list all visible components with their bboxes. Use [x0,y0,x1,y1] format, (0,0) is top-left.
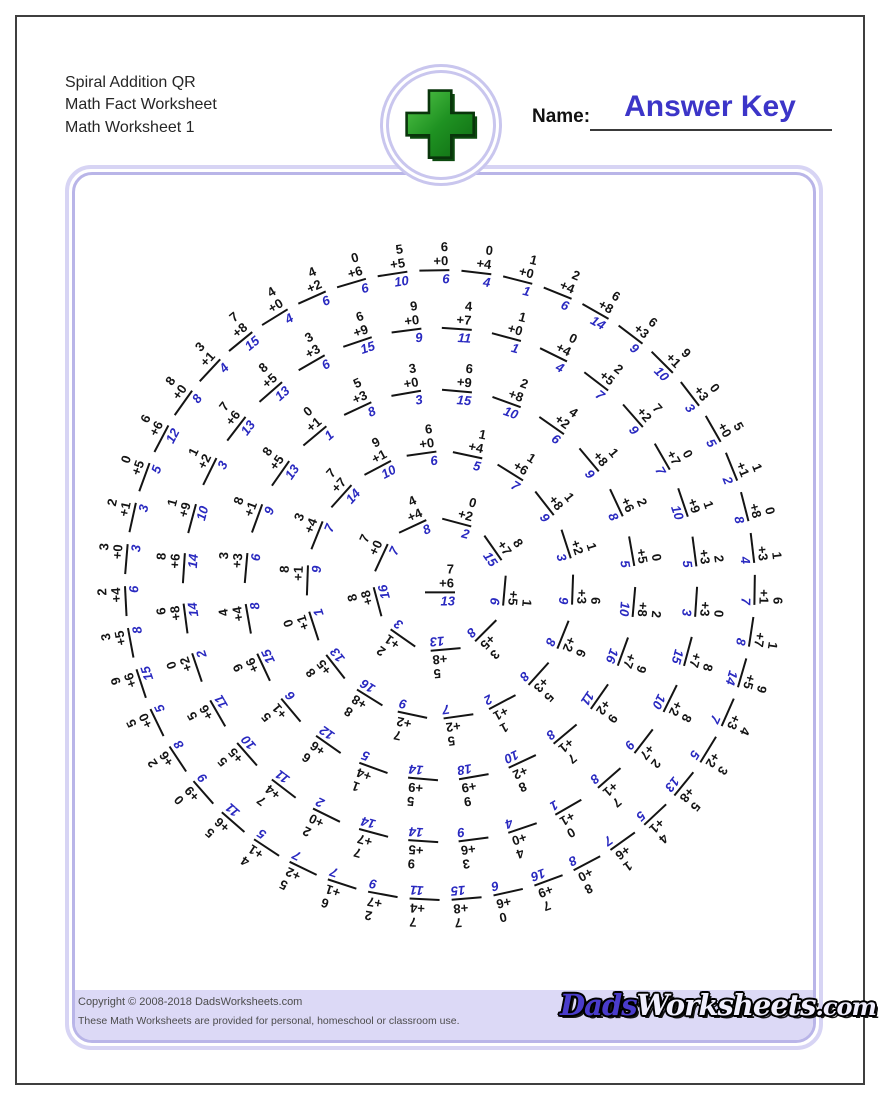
answer-value: 15 [257,647,278,667]
answer-value: 8 [733,637,750,647]
addition-problem: 7 +9 16 [529,861,573,914]
answer-value: 5 [147,463,165,476]
answer-value: 14 [588,312,609,333]
answer-value: 4 [553,358,567,376]
answer-value: 2 [460,525,472,542]
answer-value: 12 [162,425,183,446]
answer-value: 16 [374,583,393,602]
answer-value: 7 [652,463,670,478]
answer-value: 7 [601,833,617,850]
answer-value: 8 [731,514,748,526]
answer-value: 9 [456,825,466,841]
answer-value: 13 [662,774,684,796]
answer-value: 11 [222,800,243,821]
addition-problem: 7 +0 7 [348,531,402,577]
addition-problem: 4 +2 6 [531,392,582,446]
addition-problem: 9 +6 15 [108,665,160,708]
addition-problem: 5 +0 5 [123,702,177,749]
addition-problem: 1 +8 9 [568,429,622,481]
answer-value: 6 [442,270,450,286]
addition-problem: 1 +1 2 [482,682,530,736]
addition-problem: 5 +6 11 [184,693,238,742]
answer-value: 14 [723,669,742,688]
worksheet-subtitle: Math Fact Worksheet [65,96,217,114]
addition-problem: 3 +4 7 [284,510,337,555]
answer-value: 8 [543,727,559,744]
addition-problem: 1 +3 4 [735,530,784,565]
addition-problem: 5 +2 7 [441,699,477,748]
addition-problem: 2 +7 9 [622,720,676,771]
license-text: These Math Worksheets are provided for personal, homeschool or classroom use. [78,1015,460,1027]
addition-problem: 2 +6 8 [145,738,199,788]
answer-value: 8 [188,390,205,406]
name-underline [590,129,832,131]
addition-problem: 2 +8 10 [617,586,665,620]
answer-value: 5 [703,435,721,450]
addition-problem: 8 +1 9 [277,564,323,596]
addition-problem: 0 +2 2 [438,490,479,542]
answer-key-text: Answer Key [624,90,796,123]
copyright-text: Copyright © 2008-2018 DadsWorksheets.com [78,996,303,1008]
addition-problem: 8 +5 13 [247,444,301,495]
answer-value: 1 [521,282,533,299]
logo-part-worksheets: Worksheets [636,988,816,1022]
addition-problem: 7 +7 14 [309,465,363,518]
answer-value: 11 [210,692,231,712]
addition-problem: 0 +7 7 [642,429,696,478]
addition-problem: 5 +5 10 [215,733,269,785]
answer-value: 7 [385,544,402,558]
answer-value: 11 [272,767,293,788]
addition-problem: 8 +0 8 [566,843,614,897]
addition-problem: 5 +3 8 [331,375,377,429]
addition-problem: 3 +6 9 [457,822,493,871]
addition-problem: 3 +2 5 [687,729,741,778]
addition-problem: 9 +9 18 [456,759,493,809]
worksheet-header [65,72,217,139]
answer-value: 10 [651,363,673,384]
answer-value: 6 [247,553,263,562]
addition-problem: 9 +5 14 [406,825,439,872]
addition-problem: 1 +5 6 [488,574,536,608]
answer-value: 7 [441,702,451,718]
answer-value: 8 [542,636,560,649]
addition-problem: 5 +0 5 [692,401,746,450]
answer-value: 8 [587,771,604,788]
addition-problem: 0 +1 1 [281,607,333,650]
addition-problem: 4 +0 4 [503,809,546,862]
answer-value: 3 [682,400,699,416]
addition-problem: 6 +0 6 [403,422,439,471]
answer-value: 13 [281,461,302,482]
answer-value: 10 [393,272,410,290]
addition-problem: 4 +1 5 [238,827,288,881]
answer-value: 9 [626,421,643,438]
addition-problem: 5 +3 8 [517,652,571,705]
answer-value: 8 [516,669,533,685]
answer-value: 1 [547,797,562,815]
addition-problem: 4 +1 5 [634,793,687,847]
addition-problem: 1 +6 7 [602,820,653,874]
addition-problem: 9 +1 10 [641,330,694,383]
answer-value: 3 [679,608,696,617]
logo-part-dads: Dads [560,988,637,1022]
addition-problem: 0 +1 1 [548,787,597,841]
addition-problem: 1 +0 1 [488,304,529,356]
addition-problem: 3 +5 8 [464,609,517,662]
answer-value: 6 [429,452,439,468]
answer-value: 2 [481,692,496,709]
addition-problem: 2 +1 3 [373,617,424,671]
answer-value: 5 [687,748,704,763]
addition-problem: 5 +5 10 [373,242,409,291]
answer-value: 5 [680,559,696,569]
addition-problem: 6 +9 15 [334,309,377,362]
addition-problem: 7 +6 13 [203,399,257,450]
addition-problem: 4 +4 8 [386,493,432,547]
answer-value: 11 [578,688,599,709]
answer-value: 8 [246,601,263,612]
addition-problem: 4 +4 8 [216,601,266,638]
logo-part-com: .com [815,992,876,1021]
answer-value: 16 [529,865,548,886]
addition-problem: 2 +6 8 [596,476,650,522]
addition-problem: 1 +4 5 [349,748,393,801]
addition-problem: 2 +8 10 [487,369,531,422]
addition-problem: 8 +5 13 [240,360,292,414]
answer-value: 4 [281,309,296,327]
addition-problem: 0 +4 4 [460,241,495,289]
answer-value: 13 [440,592,455,608]
answer-value: 10 [378,461,399,482]
addition-problem: 0 +3 3 [680,586,727,619]
answer-value: 6 [125,585,141,594]
answer-value: 4 [215,359,232,376]
answer-value: 13 [429,633,446,651]
answer-value: 10 [501,402,521,422]
answer-value: 15 [136,664,156,683]
addition-problem: 9 +6 15 [230,647,284,693]
addition-problem: 5 +6 11 [202,801,254,855]
addition-problem: 6 +1 7 [319,865,362,917]
answer-value: 9 [414,329,424,345]
addition-problem: 5 +1 6 [258,689,312,741]
answer-value: 14 [184,553,201,569]
answer-value: 11 [409,883,424,899]
addition-problem: 3 +1 4 [178,339,232,392]
answer-value: 6 [319,291,333,309]
addition-problem: 6 +6 12 [299,723,350,777]
answer-value: 6 [559,296,572,314]
answer-value: 9 [260,504,277,517]
addition-problem: 9 +2 11 [578,676,632,727]
addition-problem: 2 +0 2 [300,795,347,849]
addition-problem: 2 +4 6 [538,260,583,313]
answer-value: 9 [556,596,572,605]
answer-value: 14 [359,814,378,833]
answer-value: 2 [720,474,737,487]
addition-problem: 8 +0 8 [150,373,204,424]
addition-problem: 4 +2 6 [286,264,332,318]
answer-value: 8 [464,625,480,641]
addition-problem: 1 +2 3 [176,445,230,492]
answer-value: 3 [413,391,424,408]
addition-problem: 2 +3 5 [677,533,726,569]
answer-value: 9 [308,565,324,574]
addition-problem: 8 +2 10 [650,678,704,725]
answer-value: 9 [193,770,210,787]
addition-problem: 7 +2 9 [392,697,431,748]
answer-value: 6 [490,878,501,895]
answer-value: 5 [150,702,168,716]
answer-value: 3 [213,458,231,472]
answer-value: 6 [318,355,333,373]
worksheet-number: Math Worksheet 1 [65,118,195,136]
answer-value: 3 [390,616,406,634]
answer-value: 9 [582,466,599,482]
addition-problem: 8 +8 16 [341,677,390,731]
answer-value: 1 [509,339,521,356]
answer-value: 10 [668,503,688,522]
addition-problem: 6 +3 9 [557,574,603,606]
addition-problem: 8 +2 10 [502,741,548,795]
answer-value: 13 [237,417,258,438]
addition-problem: 9 +5 14 [723,654,775,695]
answer-value: 3 [134,502,152,514]
answer-value: 6 [549,430,564,447]
addition-problem: 5 +2 7 [277,848,324,902]
answer-value: 1 [321,426,337,443]
addition-problem: 3 +5 8 [98,625,148,663]
addition-problem: 7 +4 11 [408,883,440,930]
addition-problem: 7 +1 8 [588,757,640,811]
answer-value: 10 [237,732,259,754]
addition-problem: 1 +4 5 [450,423,489,474]
answer-value: 11 [457,329,472,346]
addition-problem: 6 +8 14 [575,278,623,332]
answer-value: 8 [419,520,433,538]
answer-value: 5 [617,558,634,569]
answer-value: 8 [365,402,378,420]
addition-problem: 8 +8 16 [345,583,397,624]
addition-problem: 3 +0 3 [95,542,143,576]
addition-problem: 0 +9 9 [171,771,225,823]
addition-problem: 1 +8 9 [523,473,577,525]
answer-value: 14 [184,601,201,618]
addition-problem: 9 +7 16 [603,632,656,676]
addition-problem: 3 +0 3 [386,361,423,411]
answer-value: 13 [326,645,348,666]
addition-problem: 8 +6 14 [153,551,200,584]
addition-problem: 3 +3 6 [284,329,333,383]
answer-value: 6 [359,279,371,296]
answer-value: 6 [487,597,504,606]
addition-problem: 7 +4 11 [254,767,305,821]
answer-value: 8 [605,510,623,523]
answer-value: 10 [192,504,211,523]
addition-problem: 1 +6 7 [489,439,538,493]
answer-value: 8 [169,737,187,753]
answer-value: 15 [450,883,467,900]
addition-problem: 8 +7 15 [472,518,526,569]
worksheet-title: Spiral Addition QR [65,74,196,91]
answer-value: 1 [309,606,327,619]
addition-problem: 7 +8 15 [450,882,484,930]
addition-problem: 9 +0 9 [388,299,424,348]
addition-problem: 9 +1 10 [350,434,398,488]
answer-value: 7 [320,521,338,534]
addition-problem: 2 +1 3 [100,496,151,535]
addition-problem: 4 +3 7 [708,692,762,738]
answer-value: 8 [128,625,145,636]
answer-value: 16 [357,676,378,697]
addition-problem: 6 +8 14 [154,602,203,638]
answer-value: 7 [289,847,303,865]
answer-value: 7 [707,713,725,726]
answer-value: 2 [192,648,210,660]
answer-value: 9 [368,876,379,893]
answer-value: 14 [408,824,424,841]
answer-value: 6 [281,688,298,704]
addition-problem: 8 +5 13 [303,645,357,697]
addition-problem: 0 +5 5 [111,453,164,497]
answer-value: 13 [271,382,293,404]
addition-problem: 1 +9 10 [664,479,717,522]
addition-problem: 4 +0 4 [246,284,295,338]
addition-problem: 0 +6 6 [329,250,371,302]
addition-problem: 2 +5 7 [575,348,626,402]
answer-value: 10 [502,747,522,768]
answer-value: 5 [471,457,483,474]
addition-problem: 0 +8 8 [726,485,777,525]
answer-value: 10 [649,692,670,712]
answer-value: 18 [456,761,474,779]
addition-problem: 0 +4 4 [533,321,580,375]
answer-value: 4 [503,815,515,833]
answer-value: 7 [738,597,754,605]
answer-value: 9 [537,509,554,525]
addition-problem: 7 +6 13 [425,562,455,607]
addition-problem: 6 +6 12 [128,412,182,460]
addition-problem: 2 +7 9 [363,877,401,927]
answer-value: 15 [456,391,472,408]
addition-problem: 3 +3 6 [215,550,263,584]
answer-value: 5 [359,748,372,765]
addition-problem: 0 +2 2 [164,648,217,691]
addition-problem: 5 +8 13 [663,763,717,815]
addition-problem: 6 +3 9 [609,302,660,356]
addition-problem: 1 +9 10 [159,496,211,537]
addition-problem: 7 +2 9 [612,385,666,437]
answer-value: 15 [241,332,263,354]
answer-value: 10 [617,601,634,617]
answer-value: 5 [633,808,650,825]
answer-value: 4 [482,273,492,290]
answer-value: 4 [737,555,754,565]
answer-value: 2 [313,794,327,812]
answer-value: 9 [622,737,639,753]
addition-problem: 0 +3 3 [669,364,723,415]
answer-value: 3 [553,551,571,564]
answer-value: 15 [480,548,502,570]
plus-icon [398,82,484,168]
answer-value: 8 [566,853,580,870]
answer-value: 14 [342,485,364,507]
answer-value: 7 [592,386,608,403]
addition-problem: 6 +9 15 [441,360,475,408]
answer-value: 15 [669,647,688,666]
addition-problem: 7 +1 8 [544,713,596,767]
answer-value: 3 [127,544,144,553]
answer-value: 7 [328,864,340,882]
addition-problem: 6 +0 6 [419,240,450,286]
green-cross-icon [386,70,496,180]
answer-value: 15 [358,337,377,357]
addition-problem: 0 +6 6 [490,874,529,925]
answer-value: 9 [627,339,643,357]
answer-value: 5 [254,826,269,843]
answer-value: 14 [408,762,424,779]
addition-problem: 0 +1 1 [284,403,336,457]
addition-problem: 2 +4 6 [95,585,142,617]
addition-problem: 4 +7 11 [441,298,474,345]
addition-problem: 7 +8 15 [210,309,262,363]
answer-value: 16 [603,646,623,666]
answer-value: 12 [316,723,337,744]
addition-problem: 6 +1 7 [739,575,785,606]
addition-problem: 5 +8 13 [429,633,463,681]
answer-value: 9 [397,696,409,713]
addition-problem: 5 +9 14 [405,762,439,810]
dadsworksheets-logo [560,988,876,1022]
addition-problem: 8 +1 9 [224,494,277,538]
addition-problem: 0 +5 5 [614,531,664,568]
addition-problem: 1 +7 8 [734,615,783,651]
addition-problem: 1 +2 3 [547,520,599,563]
addition-problem: 6 +2 8 [543,615,596,660]
answer-value: 7 [508,477,523,494]
addition-problem: 1 +0 1 [499,247,539,298]
name-label: Name: [532,106,591,127]
addition-problem: 7 +7 14 [351,814,392,866]
addition-problem: 1 +1 2 [712,442,765,487]
addition-problem: 8 +7 15 [669,633,721,674]
